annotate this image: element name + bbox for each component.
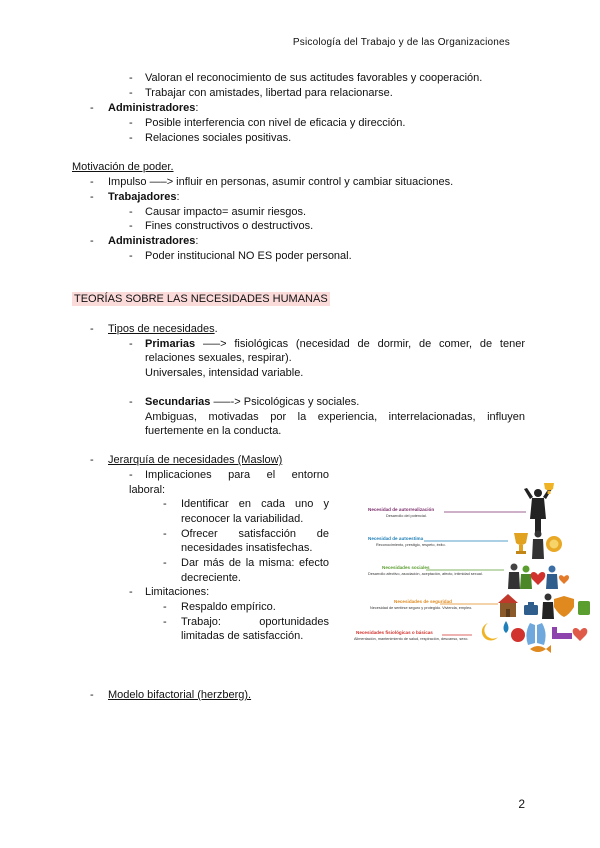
trabajadores-label: Trabajadores: <box>108 191 180 203</box>
level-desc: Desarrollo del potencial. <box>386 514 427 518</box>
briefcase-icon <box>524 602 538 615</box>
dash-bullet: - <box>163 557 167 569</box>
trophy-icon <box>544 483 554 494</box>
tipos-heading: Tipos de necesidades. <box>108 323 218 335</box>
dash-bullet: - <box>90 235 94 247</box>
apple-icon <box>511 628 525 642</box>
dash-bullet: - <box>90 191 94 203</box>
pyramid-level-autoestima <box>368 531 562 560</box>
secundarias-line: fuertemente en la conducta. <box>145 425 282 437</box>
pyramid-level-fisiologicas <box>354 621 587 653</box>
administradores-label: Administradores: <box>108 235 199 247</box>
jerarquia-title: Jerarquía de necesidades (Maslow) <box>108 454 283 466</box>
dash-bullet: - <box>90 323 94 335</box>
dash-bullet: - <box>163 616 167 628</box>
list-item: Valoran el reconocimiento de sus actitudes favorables y cooperación. <box>145 72 483 84</box>
list-item: Ofrecer satisfacción de <box>181 528 329 540</box>
list-item: Fines constructivos o destructivos. <box>145 220 314 232</box>
level-title: Necesidades de seguridad <box>394 599 452 604</box>
house-icon <box>498 594 518 617</box>
list-item: Trabajo: oportunidades <box>181 616 329 628</box>
level-desc: Necesidad de sentirse seguro y protegido. Vivienda, empleo. <box>370 606 473 610</box>
dash-bullet: - <box>129 338 133 350</box>
level-title: Necesidades fisiológicas o básicas <box>356 630 433 635</box>
person-icon <box>546 566 558 590</box>
fish-icon <box>530 645 551 653</box>
heart-rate-icon <box>573 628 588 641</box>
moon-icon <box>482 623 498 641</box>
dash-bullet: - <box>129 220 133 232</box>
shield-icon <box>554 596 574 617</box>
page-header: Psicología del Trabajo y de las Organizaciones <box>292 37 510 48</box>
administradores-label: Administradores: <box>108 102 199 114</box>
dash-bullet: - <box>90 102 94 114</box>
dash-bullet: - <box>90 689 94 701</box>
level-title: Necesidades sociales <box>382 565 430 570</box>
level-desc: Desarrollo afectivo, asociación, aceptación, afecto, intimidad sexual. <box>368 572 483 576</box>
limitaciones-label: Limitaciones: <box>145 586 210 598</box>
dash-bullet: - <box>163 498 167 510</box>
dash-bullet: - <box>129 586 133 598</box>
secundarias-line: Secundarias —–-> Psicológicas y sociales. <box>145 396 360 408</box>
pyramid-level-sociales <box>368 564 569 590</box>
primarias-line: Primarias —–> fisiológicas (necesidad de dormir, de comer, de tener <box>145 338 525 350</box>
dash-bullet: - <box>90 454 94 466</box>
water-drop-icon <box>504 621 509 633</box>
dash-bullet: - <box>129 469 133 481</box>
heart-icon <box>559 575 569 584</box>
list-item: Relaciones sociales positivas. <box>145 132 292 144</box>
level-title: Necesidad de autorrealización <box>368 507 435 512</box>
heart-icon <box>531 572 546 585</box>
pyramid-level-seguridad <box>370 594 590 620</box>
list-item: Dar más de la misma: efecto <box>181 557 329 569</box>
people-group-icon <box>508 564 532 590</box>
list-item: decreciente. <box>181 572 241 584</box>
lungs-icon <box>526 623 545 645</box>
list-item: Identificar en cada uno y <box>181 498 329 510</box>
bed-icon <box>552 627 572 639</box>
dash-bullet: - <box>163 528 167 540</box>
primarias-line: relaciones sexuales, respirar). <box>145 352 292 364</box>
maslow-pyramid-figure <box>348 483 600 661</box>
list-item: Impulso —–> influir en personas, asumir control y cambiar situaciones. <box>108 176 454 188</box>
list-item: Causar impacto= asumir riesgos. <box>145 206 307 218</box>
implicaciones-line: laboral: <box>129 484 166 496</box>
level-desc: Alimentación, mantenimiento de salud, respiración, descanso, sexo. <box>354 637 469 641</box>
person-icon <box>542 594 554 620</box>
list-item: Poder institucional NO ES poder personal. <box>145 250 352 262</box>
dash-bullet: - <box>129 132 133 144</box>
trophy-icon <box>514 533 528 554</box>
secundarias-line: Ambiguas, motivadas por la experiencia, interrelacionadas, influyen <box>145 411 525 423</box>
list-item: Posible interferencia con nivel de eficacia y dirección. <box>145 117 406 129</box>
dash-bullet: - <box>90 176 94 188</box>
dash-bullet: - <box>129 250 133 262</box>
list-item: Respaldo empírico. <box>181 601 276 613</box>
primarias-line: Universales, intensidad variable. <box>145 367 304 379</box>
medal-icon <box>546 536 562 552</box>
dash-bullet: - <box>129 87 133 99</box>
bag-icon <box>578 601 590 615</box>
dash-bullet: - <box>163 601 167 613</box>
poder-title: Motivación de poder. <box>72 161 174 173</box>
person-icon <box>532 531 544 560</box>
bifactorial-title: Modelo bifactorial (herzberg). <box>108 689 252 701</box>
list-item: necesidades insatisfechas. <box>181 542 313 554</box>
dash-bullet: - <box>129 206 133 218</box>
dash-bullet: - <box>129 117 133 129</box>
list-item: limitadas de satisfacción. <box>181 630 304 642</box>
section-title: TEORÍAS SOBRE LAS NECESIDADES HUMANAS <box>74 293 328 305</box>
list-item: reconocer la variabilidad. <box>181 513 304 525</box>
pyramid-level-autorrealizacion <box>368 483 554 535</box>
list-item: Trabajar con amistades, libertad para relacionarse. <box>145 87 393 99</box>
level-desc: Reconocimiento, prestigio, respeto, éxito. <box>376 543 446 547</box>
dash-bullet: - <box>129 72 133 84</box>
dash-bullet: - <box>129 396 133 408</box>
level-title: Necesidad de autoestima <box>368 536 424 541</box>
person-icon <box>524 488 552 535</box>
page-number: 2 <box>518 797 525 811</box>
implicaciones-line: Implicaciones para el entorno <box>145 469 329 481</box>
